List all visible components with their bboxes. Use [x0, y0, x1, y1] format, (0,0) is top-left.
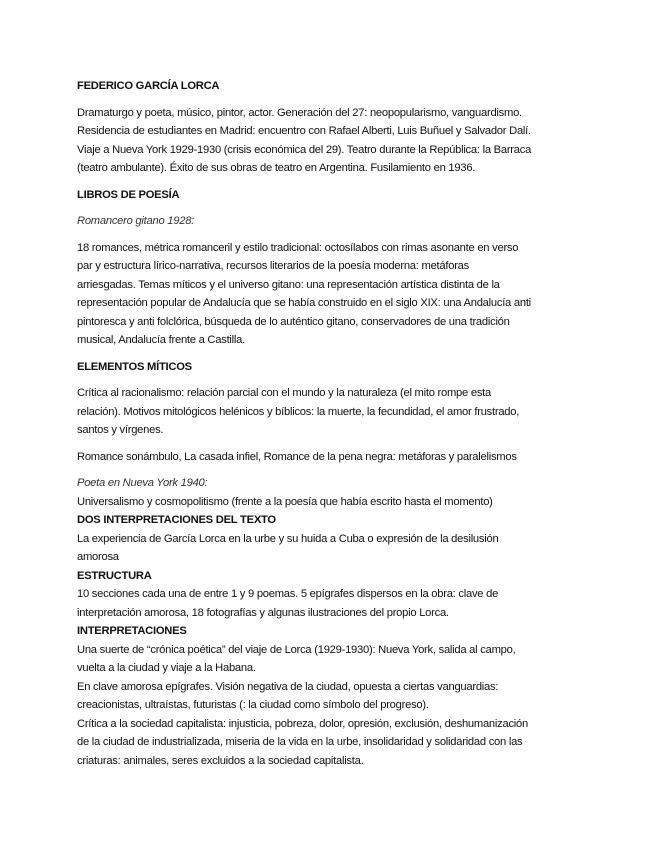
romancero-line: representación popular de Andalucía que se había construido en el siglo XIX: una Andalucía anti — [77, 297, 531, 309]
romancero-paragraph — [77, 239, 599, 350]
interpretaciones-line: Crítica a la sociedad capitalista: injusticia, pobreza, dolor, opresión, exclusión, deshumanización — [77, 717, 528, 730]
libros-heading: LIBROS DE POESÍA — [77, 188, 180, 201]
interpretaciones-line: creacionistas, ultraístas, futuristas (: la ciudad como símbolo del progreso). — [77, 699, 429, 711]
intro-line: (teatro ambulante). Éxito de sus obras de teatro en Argentina. Fusilamiento en 1936. — [77, 162, 476, 174]
romancero-line: arriesgadas. Temas míticos y el universo gitano: una representación artística distinta de la — [77, 278, 500, 291]
estructura-line: interpretación amorosa, 18 fotografías y algunas ilustraciones del propio Lorca. — [77, 606, 449, 619]
estructura-paragraph — [77, 585, 599, 622]
interpretaciones-paragraph — [77, 641, 599, 771]
romances-line: Romance sonámbulo, La casada infiel, Romance de la pena negra: metáforas y paralelismos — [77, 450, 517, 463]
miticos-heading: ELEMENTOS MÍTICOS — [77, 360, 192, 373]
interpretaciones-heading: INTERPRETACIONES — [77, 625, 187, 637]
estructura-heading: ESTRUCTURA — [77, 569, 152, 582]
interpretaciones-line: criaturas: animales, seres excluidos a la sociedad capitalista. — [77, 754, 364, 767]
document-title: FEDERICO GARCÍA LORCA — [77, 80, 220, 92]
miticos-line: Crítica al racionalismo: relación parcial con el mundo y la naturaleza (el mito rompe esta — [77, 387, 492, 399]
miticos-line: santos y vírgenes. — [77, 424, 164, 436]
dos-paragraph — [77, 530, 599, 567]
interpretaciones-line: Una suerte de “crónica poética” del viaje de Lorca (1929-1930): Nueva York, salida al campo, — [77, 643, 516, 656]
romancero-line: musical, Andalucía frente a Castilla. — [77, 334, 245, 346]
dos-heading: DOS INTERPRETACIONES DEL TEXTO — [77, 514, 276, 526]
dos-line: amorosa — [77, 551, 119, 563]
romancero-line: par y estructura lírico-narrativa, recursos literarios de la poesía moderna: metáforas — [77, 260, 469, 272]
romancero-line: 18 romances, métrica romanceril y estilo tradicional: octosílabos con rimas asonante en verso — [77, 241, 519, 254]
intro-line: Residencia de estudiantes en Madrid: encuentro con Rafael Alberti, Luis Buñuel y Salvador Dalí. — [77, 125, 531, 137]
interpretaciones-line: vuelta a la ciudad y viaje a la Habana. — [77, 662, 256, 674]
intro-line: Viaje a Nueva York 1929-1930 (crisis económica del 29). Teatro durante la República: la Barraca — [77, 143, 532, 156]
romancero-title: Romancero gitano 1928: — [77, 215, 195, 227]
interpretaciones-line: En clave amorosa epígrafes. Visión negativa de la ciudad, opuesta a ciertas vanguardias: — [77, 680, 499, 693]
estructura-line: 10 secciones cada una de entre 1 y 9 poemas. 5 epígrafes dispersos en la obra: clave de — [77, 588, 499, 600]
interpretaciones-line: de la ciudad de industrializada, miseria de la vida en la urbe, insolidaridad y solidaridad con las — [77, 736, 523, 748]
intro-line: Dramaturgo y poeta, músico, pintor, actor. Generación del 27: neopopularismo, vanguardismo. — [77, 106, 522, 119]
miticos-line: relación). Motivos mitológicos helénicos y bíblicos: la muerte, la fecundidad, el amor frustrado, — [77, 405, 520, 418]
dos-line: La experiencia de García Lorca en la urbe y su huida a Cuba o expresión de la desilusión — [77, 532, 499, 545]
intro-paragraph — [77, 104, 599, 178]
romancero-line: pintoresca y anti folclórica, búsqueda de lo auténtico gitano, conservadores de una tradición — [77, 315, 510, 328]
poeta-text: Universalismo y cosmopolitismo (frente a la poesía que había escrito hasta el momento) — [77, 495, 493, 508]
miticos-paragraph — [77, 384, 599, 440]
poeta-title: Poeta en Nueva York 1940: — [77, 477, 208, 489]
